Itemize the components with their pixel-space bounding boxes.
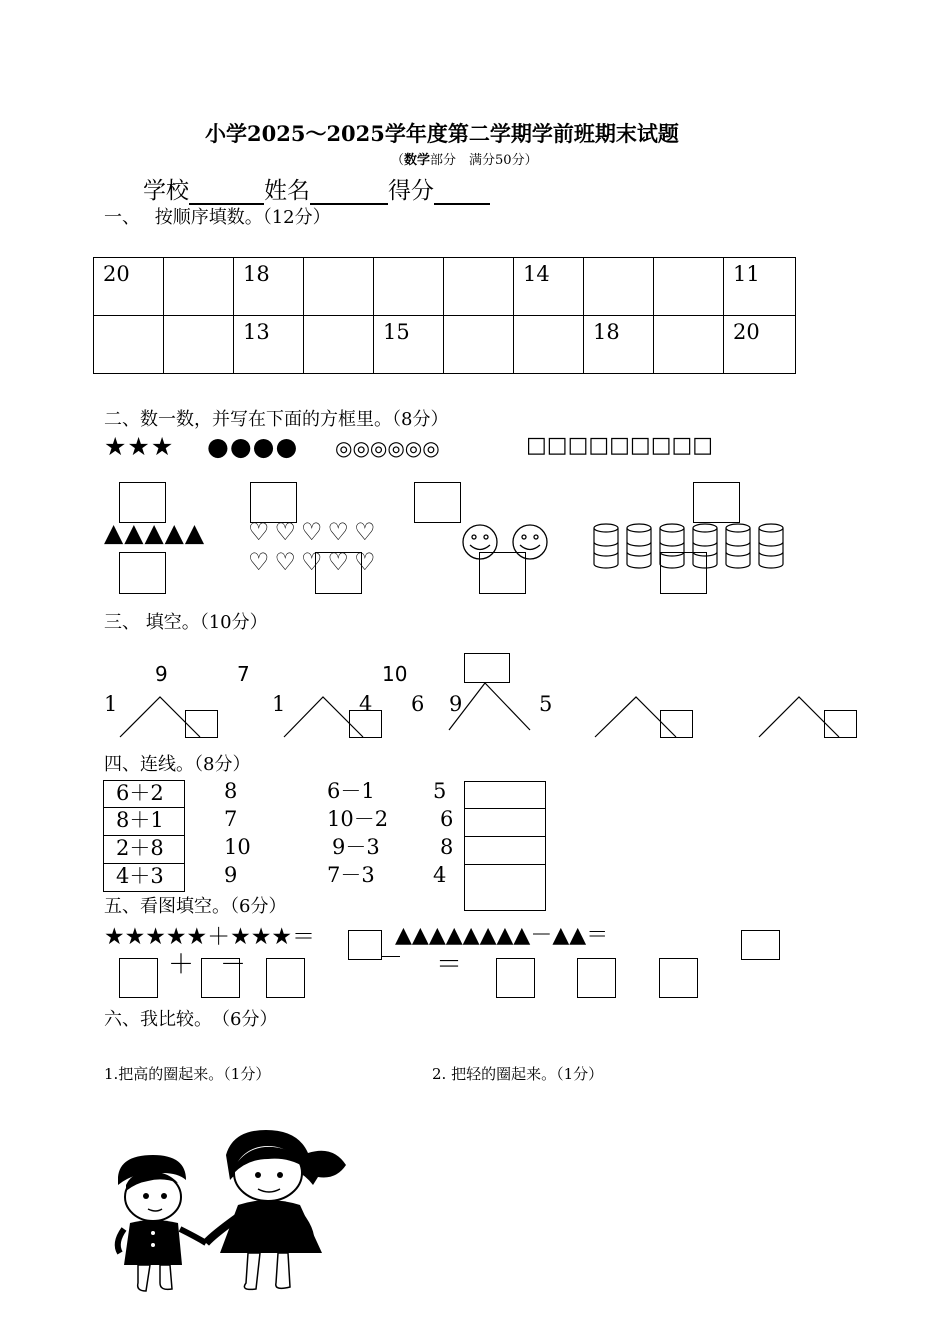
match-item[interactable]: 7 <box>224 807 238 831</box>
match-item[interactable]: 9－3 <box>332 835 380 859</box>
match-item[interactable]: 6 <box>440 807 454 831</box>
table-cell[interactable]: 13 <box>234 316 304 374</box>
boy-figure <box>118 1155 206 1291</box>
table-cell[interactable]: 18 <box>584 316 654 374</box>
subtitle-subject: 数学 <box>404 153 431 168</box>
match-item[interactable]: 8＋1 <box>103 808 185 836</box>
bond-number: 6 <box>411 692 425 716</box>
answer-box[interactable] <box>348 930 382 960</box>
answer-underline <box>382 956 400 957</box>
answer-box[interactable] <box>741 930 780 960</box>
bond-number: 1 <box>272 692 286 716</box>
match-item[interactable]: 5 <box>433 779 447 803</box>
answer-box[interactable] <box>660 710 693 738</box>
answer-box[interactable] <box>349 710 382 738</box>
match-item[interactable]: 10 <box>224 835 251 859</box>
name-label: 姓名 <box>264 178 310 204</box>
equation-stars: ★★★★★＋★★★＝ <box>104 924 315 950</box>
answer-box[interactable] <box>119 958 158 998</box>
section-1-title: 一、 按顺序填数。（12分） <box>104 207 331 228</box>
answer-box[interactable] <box>496 958 535 998</box>
match-item[interactable]: 7－3 <box>327 863 375 887</box>
dots-group: ●●●● <box>207 432 299 461</box>
score-label: 得分 <box>388 178 434 204</box>
bond-number: 4 <box>359 692 373 716</box>
section-5-title: 五、看图填空。（6分） <box>104 896 287 917</box>
match-column-left <box>103 780 185 892</box>
hearts-row-1: ♡♡♡♡♡ <box>248 518 381 546</box>
section-3-title: 三、 填空。（10分） <box>104 612 268 633</box>
number-top: 9 <box>155 662 168 686</box>
match-column-3 <box>327 777 388 889</box>
subtitle-open: （ <box>391 153 405 168</box>
number-top: 7 <box>237 662 250 686</box>
match-item[interactable]: 10－2 <box>327 807 389 831</box>
triangles-group: ▲▲▲▲▲ <box>104 518 206 547</box>
table-cell[interactable]: 18 <box>234 258 304 316</box>
page-title: 小学2025～2025学年度第二学期学前班期末试题 <box>205 121 679 146</box>
children-illustration <box>108 1125 353 1295</box>
answer-box[interactable] <box>577 958 616 998</box>
number-top: 10 <box>382 662 408 686</box>
equation-triangles: ▲▲▲▲▲▲▲▲－▲▲＝ <box>395 923 609 948</box>
answer-box[interactable] <box>824 710 857 738</box>
bond-number: 5 <box>539 692 553 716</box>
section-4-title: 四、连线。（8分） <box>104 754 251 775</box>
match-column-2 <box>224 777 251 889</box>
match-item[interactable]: 6－1 <box>327 779 375 803</box>
subtitle-rest: 部分 满分50分） <box>430 153 538 168</box>
stars-group: ★★★ <box>104 432 175 461</box>
bond-number: 1 <box>104 692 118 716</box>
girl-figure <box>206 1130 346 1289</box>
match-item[interactable]: 4 <box>433 863 447 887</box>
answer-box[interactable] <box>185 710 218 738</box>
match-column-4 <box>433 777 453 889</box>
question-2: 2. 把轻的圈起来。（1分） <box>432 1065 604 1083</box>
table-cell[interactable]: 20 <box>724 316 796 374</box>
answer-box[interactable] <box>464 837 546 865</box>
minus-sign: － <box>220 950 247 980</box>
match-item[interactable]: 8 <box>440 835 454 859</box>
question-1: 1.把高的圈起来。（1分） <box>104 1065 271 1083</box>
match-item[interactable]: 2＋8 <box>103 836 185 864</box>
bond-number: 9 <box>449 692 463 716</box>
answer-box[interactable] <box>464 781 546 809</box>
section-2-title: 二、数一数，并写在下面的方框里。（8分） <box>104 409 449 430</box>
table-cell[interactable]: 11 <box>724 258 796 316</box>
table-cell[interactable]: 20 <box>94 258 164 316</box>
match-item[interactable]: 8 <box>224 779 238 803</box>
answer-box[interactable] <box>659 958 698 998</box>
hearts-row-2: ♡♡♡♡♡ <box>248 548 381 576</box>
table-cell[interactable]: 15 <box>374 316 444 374</box>
answer-box[interactable] <box>464 809 546 837</box>
match-item[interactable]: 9 <box>224 863 238 887</box>
squares-group: □□□□□□□□□ <box>526 433 714 458</box>
section-6-title: 六、我比较。 （6分） <box>104 1009 278 1030</box>
answer-box[interactable] <box>464 865 546 911</box>
table-cell[interactable]: 14 <box>514 258 584 316</box>
match-box-column <box>464 781 546 911</box>
double-circles-group: ◎◎◎◎◎◎ <box>335 436 440 460</box>
school-label: 学校 <box>143 178 189 204</box>
equals-sign: ＝ <box>436 950 463 980</box>
plus-sign: ＋ <box>168 950 195 980</box>
answer-box[interactable] <box>266 958 305 998</box>
match-item[interactable]: 6＋2 <box>103 780 185 808</box>
match-item[interactable]: 4＋3 <box>103 864 185 892</box>
